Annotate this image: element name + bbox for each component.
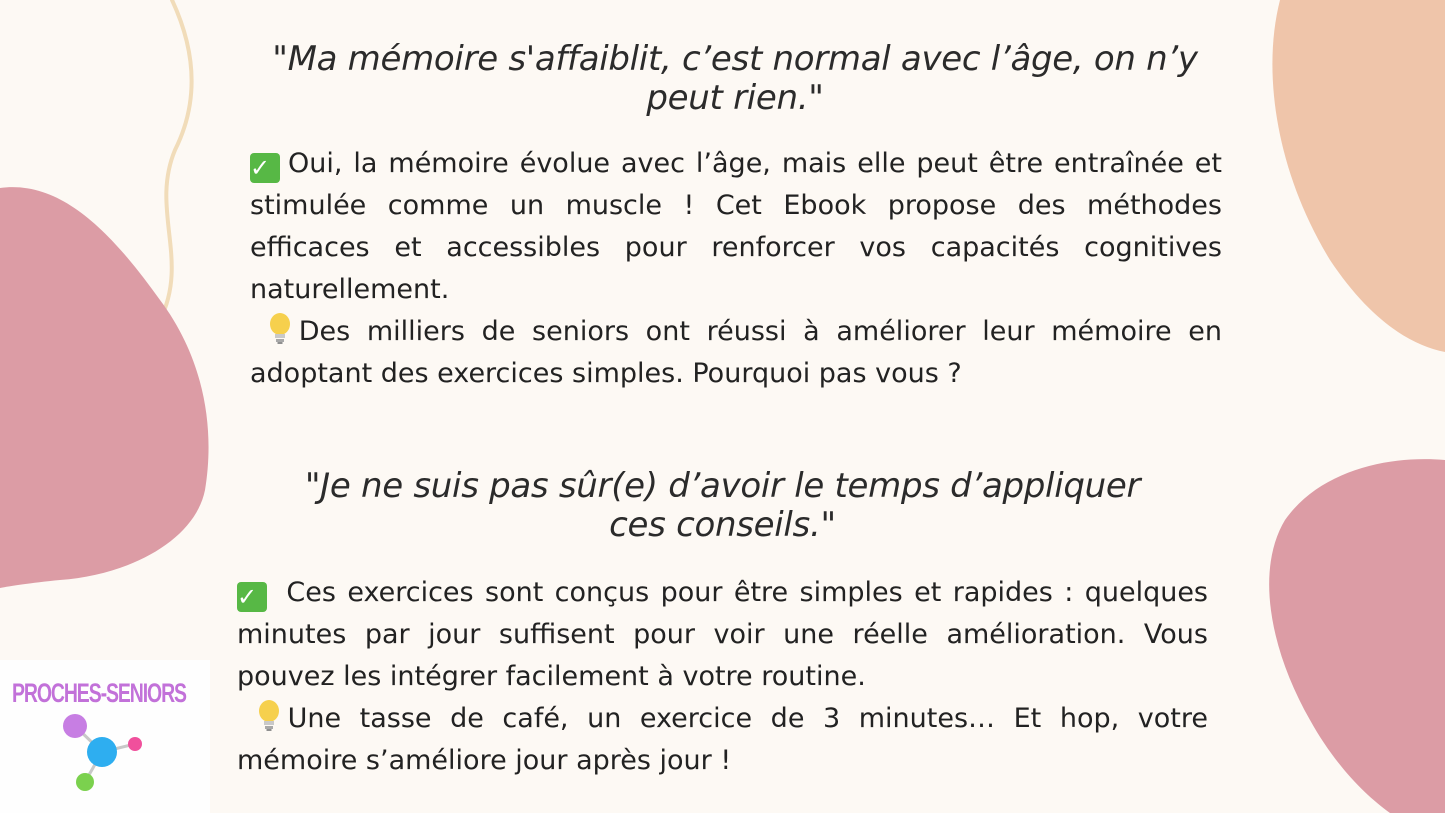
check-mark-icon: ✓ <box>250 153 280 183</box>
purple-node <box>63 714 87 738</box>
light-bulb-icon <box>256 699 282 733</box>
blue-node <box>87 737 117 767</box>
response-block-1 <box>250 143 1222 395</box>
response-block-2 <box>237 572 1208 782</box>
tip-paragraph-1: Des milliers de seniors ont réussi à améliorer leur mémoire en adoptant des exercices simples. Pourquoi pas vous ? <box>250 311 1222 395</box>
answer-paragraph-2: ✓ Ces exercices sont conçus pour être simples et rapides : quelques minutes par jour suffisent pour voir une réelle amélioration. Vous pouvez les intégrer facilement à votre routine. <box>237 577 1208 692</box>
objection-quote-1: "Ma mémoire s'affaiblit, c’est normal avec l’âge, on n’y peut rien." <box>272 39 1198 118</box>
tip-paragraph-2: Une tasse de café, un exercice de 3 minutes… Et hop, votre mémoire s’améliore jour après jour ! <box>237 698 1208 782</box>
pink-node <box>128 737 142 751</box>
proches-seniors-logo <box>0 660 210 813</box>
molecule-icon <box>55 710 155 800</box>
light-bulb-icon <box>267 312 293 346</box>
objection-quote-2: "Je ne suis pas sûr(e) d’avoir le temps d’appliquer ces conseils." <box>304 466 1141 545</box>
logo-text: PROCHES-SENIORS <box>12 678 186 708</box>
check-mark-icon: ✓ <box>237 582 267 612</box>
green-node <box>76 773 94 791</box>
answer-paragraph-1: ✓ Oui, la mémoire évolue avec l’âge, mais elle peut être entraînée et stimulée comme un muscle ! Cet Ebook propose des méthodes efficaces et accessibles pour renforcer vos capacités cognitives naturellement. <box>250 148 1222 305</box>
